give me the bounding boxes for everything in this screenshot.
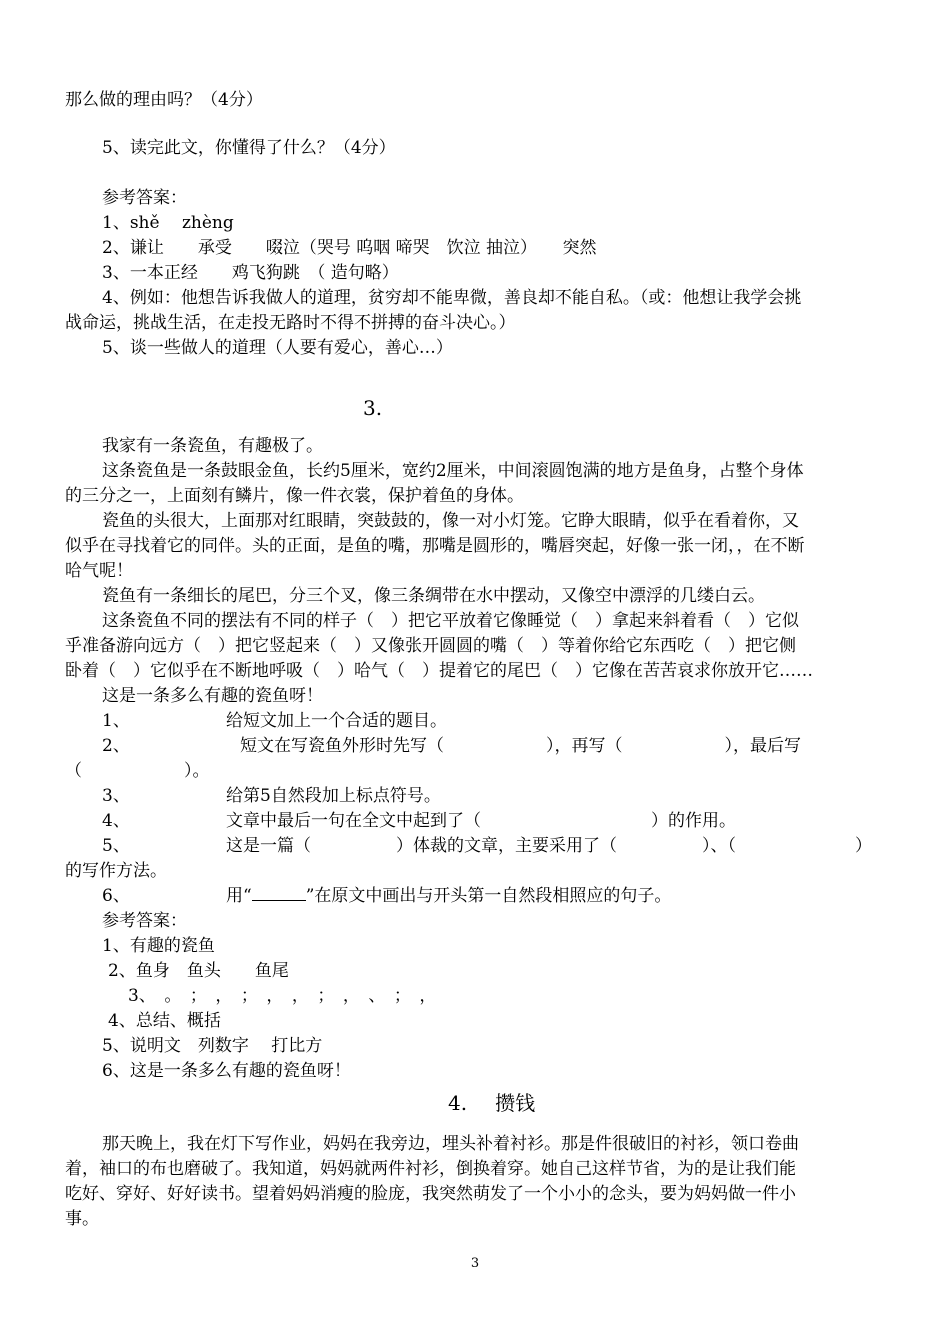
s4-paragraph-1-line3: 吃好、穿好、好好读书。望着妈妈消瘦的脸庞，我突然萌发了一个小小的念头，要为妈妈做一件小 (65, 1184, 796, 1204)
s3-q1-num: 1、 (102, 711, 130, 731)
page-number: 3 (470, 1256, 480, 1271)
section-4-number: 4. (448, 1091, 468, 1115)
s3-q2-text-cont: （ ）。 (65, 761, 210, 781)
s3-q4-num: 4、 (102, 811, 130, 831)
s3-q5-text-cont: 的写作方法。 (65, 861, 167, 881)
s4-paragraph-1-line1: 那天晚上，我在灯下写作业，妈妈在我旁边，埋头补着衬衫。那是件很破旧的衬衫，领口卷曲 (102, 1134, 799, 1154)
s3-q3-text: 给第5自然段加上标点符号。 (226, 786, 441, 806)
s3-q6-num: 6、 (102, 886, 130, 906)
s3-q2-text: 短文在写瓷鱼外形时先写（ ），再写（ ），最后写 (240, 736, 801, 756)
question-continuation: 那么做的理由吗？（4分） (65, 90, 263, 110)
s3-paragraph-5-line3: 卧着（ ）它似乎在不断地呼吸（ ）哈气（ ）提着它的尾巴（ ）它像在苦苦哀求你放开它…… (65, 661, 813, 681)
s4-paragraph-1-line2: 着，袖口的布也磨破了。我知道，妈妈就两件衬衫，倒换着穿。她自己这样节省，为的是让我们能 (65, 1159, 796, 1179)
s3-answer-4: 4、总结、概括 (108, 1011, 221, 1031)
s3-paragraph-4: 瓷鱼有一条细长的尾巴，分三个叉，像三条绸带在水中摆动，又像空中漂浮的几缕白云。 (102, 586, 765, 606)
answer-4-line2: 战命运，挑战生活，在走投无路时不得不拼搏的奋斗决心。） (65, 313, 516, 333)
s4-paragraph-1-line4: 事。 (65, 1209, 99, 1229)
answer-5: 5、谈一些做人的道理（人要有爱心，善心…） (102, 338, 453, 358)
s3-paragraph-6: 这是一条多么有趣的瓷鱼呀！ (102, 686, 323, 706)
s3-q3-num: 3、 (102, 786, 130, 806)
s3-paragraph-2-line2: 的三分之一，上面刻有鳞片，像一件衣裳，保护着鱼的身体。 (65, 486, 524, 506)
s3-answer-3: 3、 。 ； ， ； ， ， ； ， 、 ； ， (128, 986, 437, 1006)
s3-q6-text (226, 884, 671, 908)
s3-q4-text: 文章中最后一句在全文中起到了（ ）的作用。 (226, 811, 736, 831)
s3-paragraph-2-line1: 这条瓷鱼是一条鼓眼金鱼，长约5厘米，宽约2厘米，中间滚圆饱满的地方是鱼身，占整个身体 (102, 461, 804, 481)
answer-4-line1: 4、例如：他想告诉我做人的道理，贫穷却不能卑微，善良却不能自私。（或：他想让我学会挑 (102, 288, 802, 308)
wavy-underline-sample (252, 886, 306, 901)
answer-title: 参考答案： (102, 188, 187, 208)
answer-2: 2、谦让 承受 啜泣（哭号 呜咽 啼哭 饮泣 抽泣） 突然 (102, 238, 597, 258)
s3-answer-5: 5、说明文 列数字 打比方 (102, 1036, 323, 1056)
section-4-heading (448, 1090, 535, 1116)
s3-paragraph-3-line3: 哈气呢！ (65, 561, 133, 581)
answer-3: 3、一本正经 鸡飞狗跳 （ 造句略） (102, 263, 399, 283)
s3-answer-6: 6、这是一条多么有趣的瓷鱼呀！ (102, 1061, 351, 1081)
answer-1: 1、shě zhèng (102, 213, 234, 233)
section-3-heading: 3. (363, 396, 383, 420)
s3-q6-text-a: 用“ (226, 886, 252, 906)
s3-paragraph-5-line1: 这条瓷鱼不同的摆法有不同的样子（ ）把它平放着它像睡觉（ ）拿起来斜着看（ ）它似 (102, 611, 799, 631)
s3-answer-1: 1、有趣的瓷鱼 (102, 936, 215, 956)
s3-paragraph-3-line2: 似乎在寻找着它的同伴。头的正面，是鱼的嘴，那嘴是圆形的，嘴唇突起，好像一张一闭，，在不断 (65, 536, 805, 556)
question-5: 5、读完此文，你懂得了什么？（4分） (102, 138, 396, 158)
s3-paragraph-5-line2: 乎准备游向远方（ ）把它竖起来（ ）又像张开圆圆的嘴（ ）等着你给它东西吃（ ）把它侧 (65, 636, 796, 656)
s3-q6-text-b: ”在原文中画出与开头第一自然段相照应的句子。 (305, 886, 672, 906)
s3-q2-num: 2、 (102, 736, 130, 756)
s3-answer-title: 参考答案： (102, 911, 187, 931)
section-4-title: 攒钱 (495, 1091, 536, 1115)
s3-q5-num: 5、 (102, 836, 130, 856)
s3-paragraph-1: 我家有一条瓷鱼，有趣极了。 (102, 436, 323, 456)
s3-q5-text: 这是一篇（ ）体裁的文章，主要采用了（ ）、（ ） (226, 836, 872, 856)
s3-q1-text: 给短文加上一个合适的题目。 (226, 711, 447, 731)
s3-paragraph-3-line1: 瓷鱼的头很大，上面那对红眼睛，突鼓鼓的，像一对小灯笼。它睁大眼睛，似乎在看着你，又 (102, 511, 799, 531)
s3-answer-2: 2、鱼身 鱼头 鱼尾 (108, 961, 289, 981)
